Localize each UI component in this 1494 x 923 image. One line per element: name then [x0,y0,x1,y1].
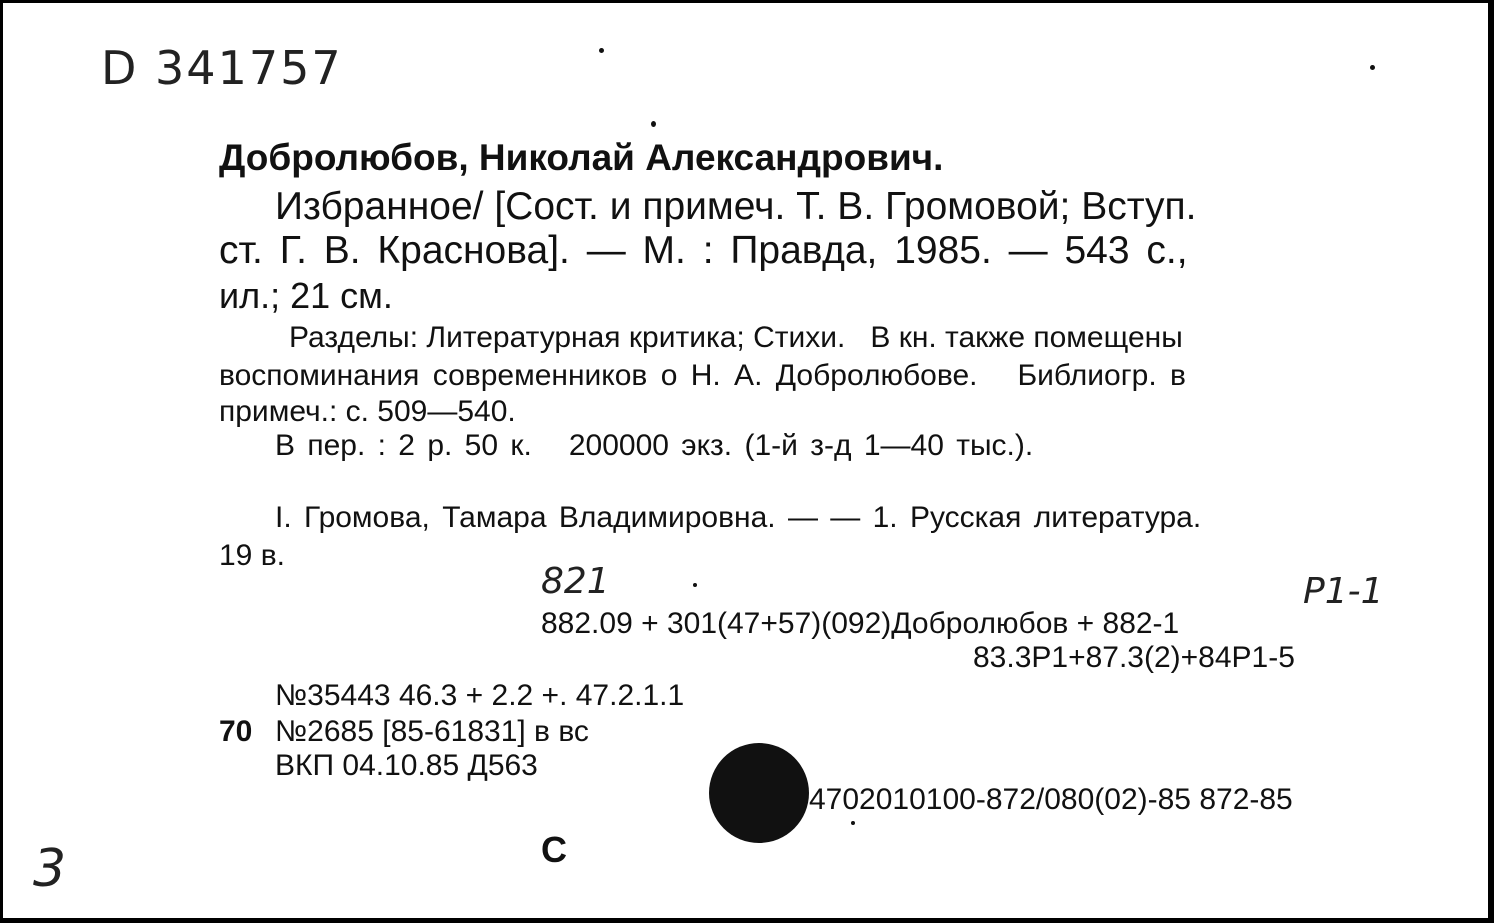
isbn-line: 4702010100-872/080(02)-85 872-85 [809,783,1293,816]
numbers-line-3: ВКП 04.10.85 Д563 [275,749,538,782]
title-line-1: Избранное/ [Сост. и примеч. Т. В. Громовой; Вступ. [275,185,1197,228]
speck [1370,65,1375,70]
note-line-4: В пер. : 2 р. 50 к. 200000 экз. (1-й з-д 1—40 тыс.). [275,429,1034,462]
speck [851,821,855,825]
letter-mark: С [541,829,567,870]
handwritten-class-right: Р1-1 [1303,571,1384,612]
tracing-line-1: I. Громова, Тамара Владимировна. — — 1. Русская литература. [275,501,1202,534]
speck [599,48,604,53]
numbers-line-1: №35443 46.3 + 2.2 +. 47.2.1.1 [275,679,685,712]
title-line-2: ст. Г. В. Краснова]. — М. : Правда, 1985. — 543 с., [219,229,1188,272]
note-line-2: воспоминания современников о Н. А. Добролюбове. Библиогр. в [219,359,1186,392]
speck [651,121,656,127]
left-number: 70 [219,715,253,748]
handwritten-class-left: 821 [541,561,610,602]
tracing-line-2: 19 в. [219,539,285,572]
numbers-line-2: №2685 [85-61831] в вс [275,715,589,748]
note-line-3: примеч.: с. 509—540. [219,395,516,428]
punch-hole [709,743,809,843]
classification-line-2: 83.3Р1+87.3(2)+84Р1-5 [973,641,1295,674]
note-line-1: Разделы: Литературная критика; Стихи. В кн. также помещены [289,321,1183,354]
speck [693,583,697,587]
classification-line: 882.09 + 301(47+57)(092)Добролюбов + 882-1 [541,607,1180,640]
title-line-3: ил.; 21 см. [219,275,393,316]
corner-mark: 3 [33,839,67,899]
author-heading: Добролюбов, Николай Александрович. [219,137,944,178]
accession-number: D 341757 [101,41,343,95]
